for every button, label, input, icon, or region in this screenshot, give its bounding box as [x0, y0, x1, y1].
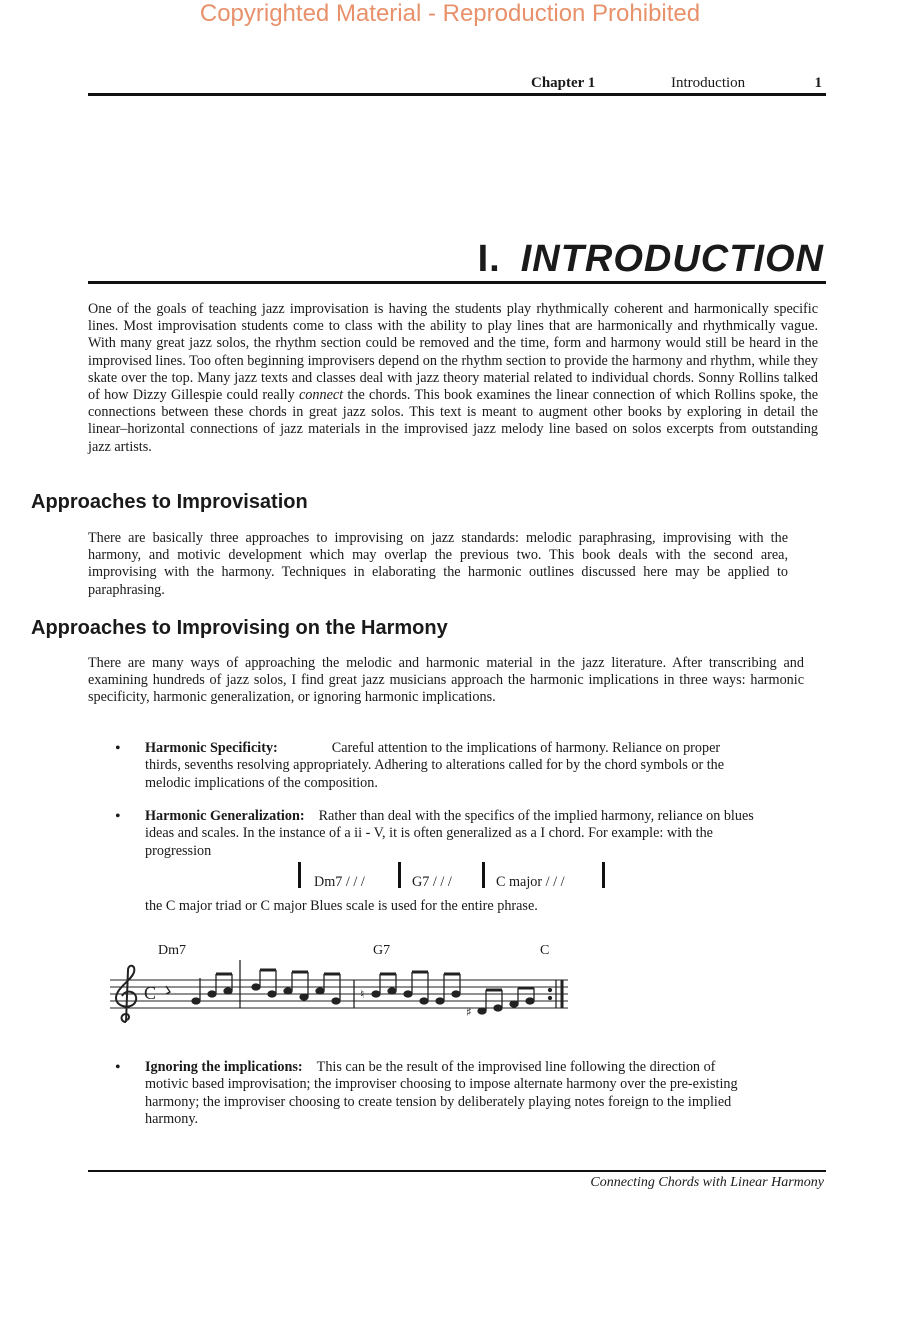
page-number: 1	[814, 75, 822, 91]
bar-line	[602, 862, 605, 888]
header-section: Introduction	[671, 75, 746, 91]
music-chord-label: Dm7	[158, 943, 186, 958]
intro-text-before: One of the goals of teaching jazz improvisation is having the students play rhythmically coherent and harmonically specific lines. Most improvisation students come to class with the ability to play lines that are harmonically and rhythmically vague. With many great jazz solos, the rhythm section could be removed and the time, form and harmony would still be heard in the improvised lines. Too often beginning improvisers depend on the rhythm section to provide the harmony and rhythm, while they skate over the top. Many jazz texts and classes deal with jazz theory material related to individual chords. Sonny Rollins talked of how Dizzy Gillespie could really	[88, 301, 818, 404]
section-heading-harmony: Approaches to Improvising on the Harmony	[31, 617, 448, 639]
chapter-title-text: INTRODUCTION	[520, 238, 824, 280]
bar-line	[298, 862, 301, 888]
progression-explanation: the C major triad or C major Blues scale is used for the entire phrase.	[145, 898, 538, 914]
staff-lines	[110, 980, 568, 1008]
bullet-body	[145, 808, 755, 860]
intro-paragraph	[88, 301, 818, 456]
bullet-body	[145, 1059, 755, 1129]
running-header	[88, 74, 826, 92]
bullet-term: Harmonic Generalization:	[145, 808, 305, 824]
progression-chord: C major / / /	[496, 874, 565, 890]
section2-paragraph: There are many ways of approaching the melodic and harmonic material in the jazz literature. After transcribing and examining hundreds of jazz solos, I find great jazz musicians approach the harmonic implications in three ways: harmonic specificity, harmonic generalization, or ignoring harmonic implications.	[88, 655, 804, 706]
progression-chord: Dm7 / / /	[314, 874, 365, 890]
bullet-body	[145, 740, 755, 792]
footer-rule	[88, 1170, 826, 1172]
header-chapter: Chapter 1	[531, 75, 596, 91]
bullet-dot: •	[115, 1059, 121, 1076]
section1-paragraph: There are basically three approaches to improvising on jazz standards: melodic paraphrasing, improvising with the harmony, and motivic development which may overlap the previous two. This book deals with the second area, improvising with the harmony. Techniques in elaborating the harmonic outlines discussed here may be applied to paraphrasing.	[88, 530, 788, 598]
time-signature: C	[144, 983, 157, 1003]
title-rule	[88, 281, 826, 284]
chapter-title	[88, 236, 824, 282]
chord-progression	[298, 862, 618, 892]
header-rule	[88, 93, 826, 96]
bar-line	[398, 862, 401, 888]
bullet-text: This can be the result of the improvised line following the direction of motivic based improvisation; the improviser choosing to impose alternate harmony over the pre-existing harmony; the improviser choosing to create tension by deliberately playing notes foreign to the implied harmony.	[145, 1059, 738, 1128]
book-title-footer: Connecting Chords with Linear Harmony	[590, 1175, 824, 1190]
bullet-text: Careful attention to the implications of harmony. Reliance on proper thirds, sevenths resolving appropriately. Adhering to alterations called for by the chord symbols or the melodic implications of the composition.	[145, 740, 725, 791]
bullet-text: Rather than deal with the specifics of the implied harmony, reliance on blues ideas and scales. In the instance of a ii - V, it is often generalized as a I chord. For example: with the progression	[145, 808, 754, 859]
bar-line	[482, 862, 485, 888]
chapter-title-number: I.	[477, 238, 501, 280]
music-chord-label: G7	[373, 943, 391, 958]
progression-chord: G7 / / /	[412, 874, 452, 890]
bullet-dot: •	[115, 808, 121, 825]
music-staff-example	[110, 960, 580, 1030]
intro-text-emphasis: connect	[298, 387, 344, 404]
bullet-term: Ignoring the implications:	[145, 1059, 303, 1075]
music-chord-label: C	[540, 943, 550, 958]
section-heading-approaches: Approaches to Improvisation	[31, 491, 308, 513]
copyright-watermark: Copyrighted Material - Reproduction Prohibited	[199, 0, 701, 27]
bullet-dot: •	[115, 740, 121, 757]
intro-text-after: the chords. This book examines the linear connection of which Rollins spoke, the connections between these chords in great jazz solos. This text is meant to augment other books by exploring in detail the linear–horizontal connections of jazz materials in the improvised jazz melody line based on solos excerpts from outstanding jazz artists.	[88, 387, 818, 455]
bullet-term: Harmonic Specificity:	[145, 740, 278, 756]
svg-text:♮: ♮	[360, 987, 365, 1001]
notes	[166, 960, 562, 1019]
svg-text:♯: ♯	[466, 1005, 472, 1019]
